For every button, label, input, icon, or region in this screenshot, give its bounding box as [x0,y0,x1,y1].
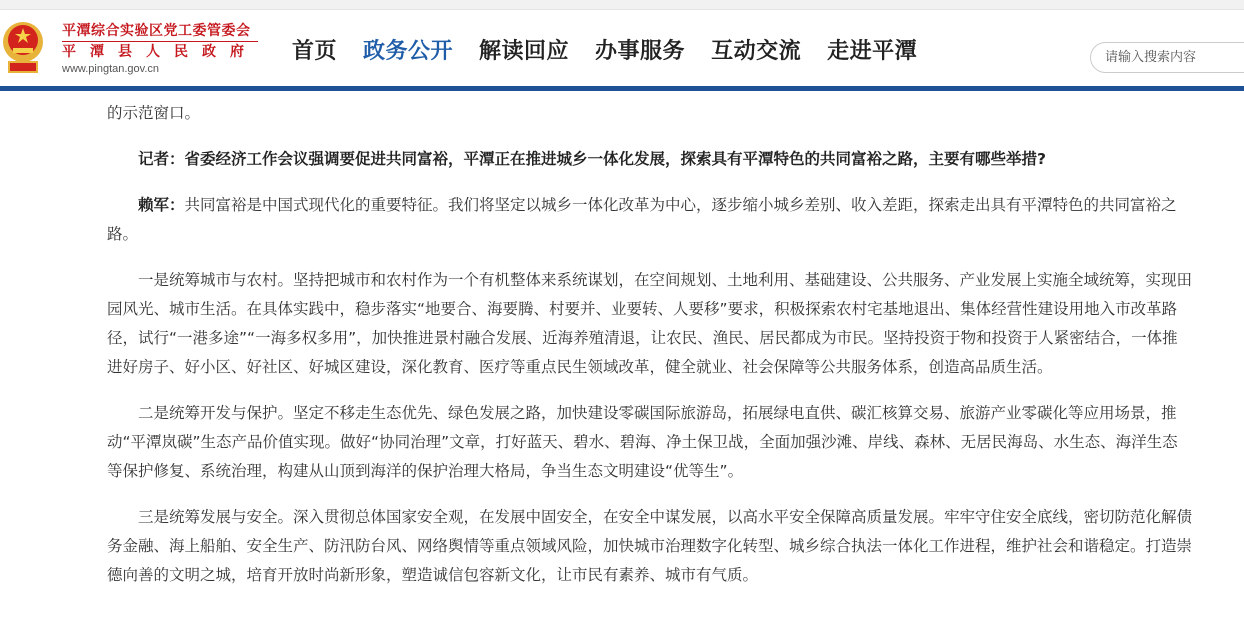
article-body [0,99,1244,590]
answer-text: 共同富裕是中国式现代化的重要特征。我们将坚定以城乡一体化改革为中心，逐步缩小城乡差别、收入差距，探索走出具有平潭特色的共同富裕之路。 [107,196,1177,243]
site-title[interactable]: 平潭综合实验区党工委管委会 平潭县人民政府 www.pingtan.gov.cn [62,23,258,75]
paragraph-1: 一是统筹城市与农村。坚持把城市和农村作为一个有机整体来系统谋划，在空间规划、土地利用、基础建设、公共服务、产业发展上实施全域统筹，实现田园风光、城市生活。在具体实践中，稳步落实“地要合、海要腾、村要并、业要转、人要移”要求，积极探索农村宅基地退出、集体经营性建设用地入市改革路径，试行“一港多途”“一海多权多用”，加快推进景村融合发展、近海养殖清退，让农民、渔民、居民都成为市民。坚持投资于物和投资于人紧密结合，一体推进好房子、好小区、好社区、好城区建设，深化教育、医疗等重点民生领域改革，健全就业、社会保障等公共服务体系，创造高品质生活。 [107,271,1193,376]
header-divider [0,86,1244,91]
nav-services[interactable]: 办事服务 [595,39,686,64]
site-url: www.pingtan.gov.cn [62,63,160,75]
national-emblem-logo [2,18,44,76]
nav-government-affairs[interactable]: 政务公开 [363,39,454,64]
site-header [0,10,1244,86]
question-text: 省委经济工作会议强调要促进共同富裕，平潭正在推进城乡一体化发展，探索具有平潭特色的共同富裕之路，主要有哪些举措? [184,150,1047,168]
main-nav [292,34,917,65]
question-speaker: 记者： [138,150,185,168]
paragraph-3: 三是统筹发展与安全。深入贯彻总体国家安全观，在发展中固安全，在安全中谋发展，以高水平安全保障高质量发展。牢牢守住安全底线，密切防范化解债务金融、海上船舶、安全生产、防汛防台风、网络舆情等重点领域风险，加快城市治理数字化转型、城乡综合执法一体化工作进程，维护社会和谐稳定。打造崇德向善的文明之城，培育开放时尚新形象，塑造诚信包容新文化，让市民有素养、城市有气质。 [107,508,1193,584]
nav-interaction[interactable]: 互动交流 [711,39,802,64]
paragraph-lead-tail: 的示范窗口。 [107,104,201,122]
browser-top-strip [0,0,1244,10]
paragraph-2: 二是统筹开发与保护。坚定不移走生态优先、绿色发展之路，加快建设零碳国际旅游岛，拓展绿电直供、碳汇核算交易、旅游产业零碳化等应用场景，推动“平潭岚碳”生态产品价值实现。做好“协同治理”文章，打好蓝天、碧水、碧海、净土保卫战，全面加强沙滩、岸线、森林、无居民海岛、水生态、海洋生态等保护修复、系统治理，构建从山顶到海洋的保护治理大格局，争当生态文明建设“优等生”。 [107,404,1178,480]
answer-paragraph [107,191,1192,249]
answer-speaker: 赖军： [138,196,185,214]
search-input[interactable]: 请输入搜索内容 [1090,42,1244,73]
nav-interpretation[interactable]: 解读回应 [479,39,570,64]
question-paragraph [107,145,1192,174]
nav-about-pingtan[interactable]: 走进平潭 [827,39,918,64]
nav-home[interactable]: 首页 [292,39,338,64]
